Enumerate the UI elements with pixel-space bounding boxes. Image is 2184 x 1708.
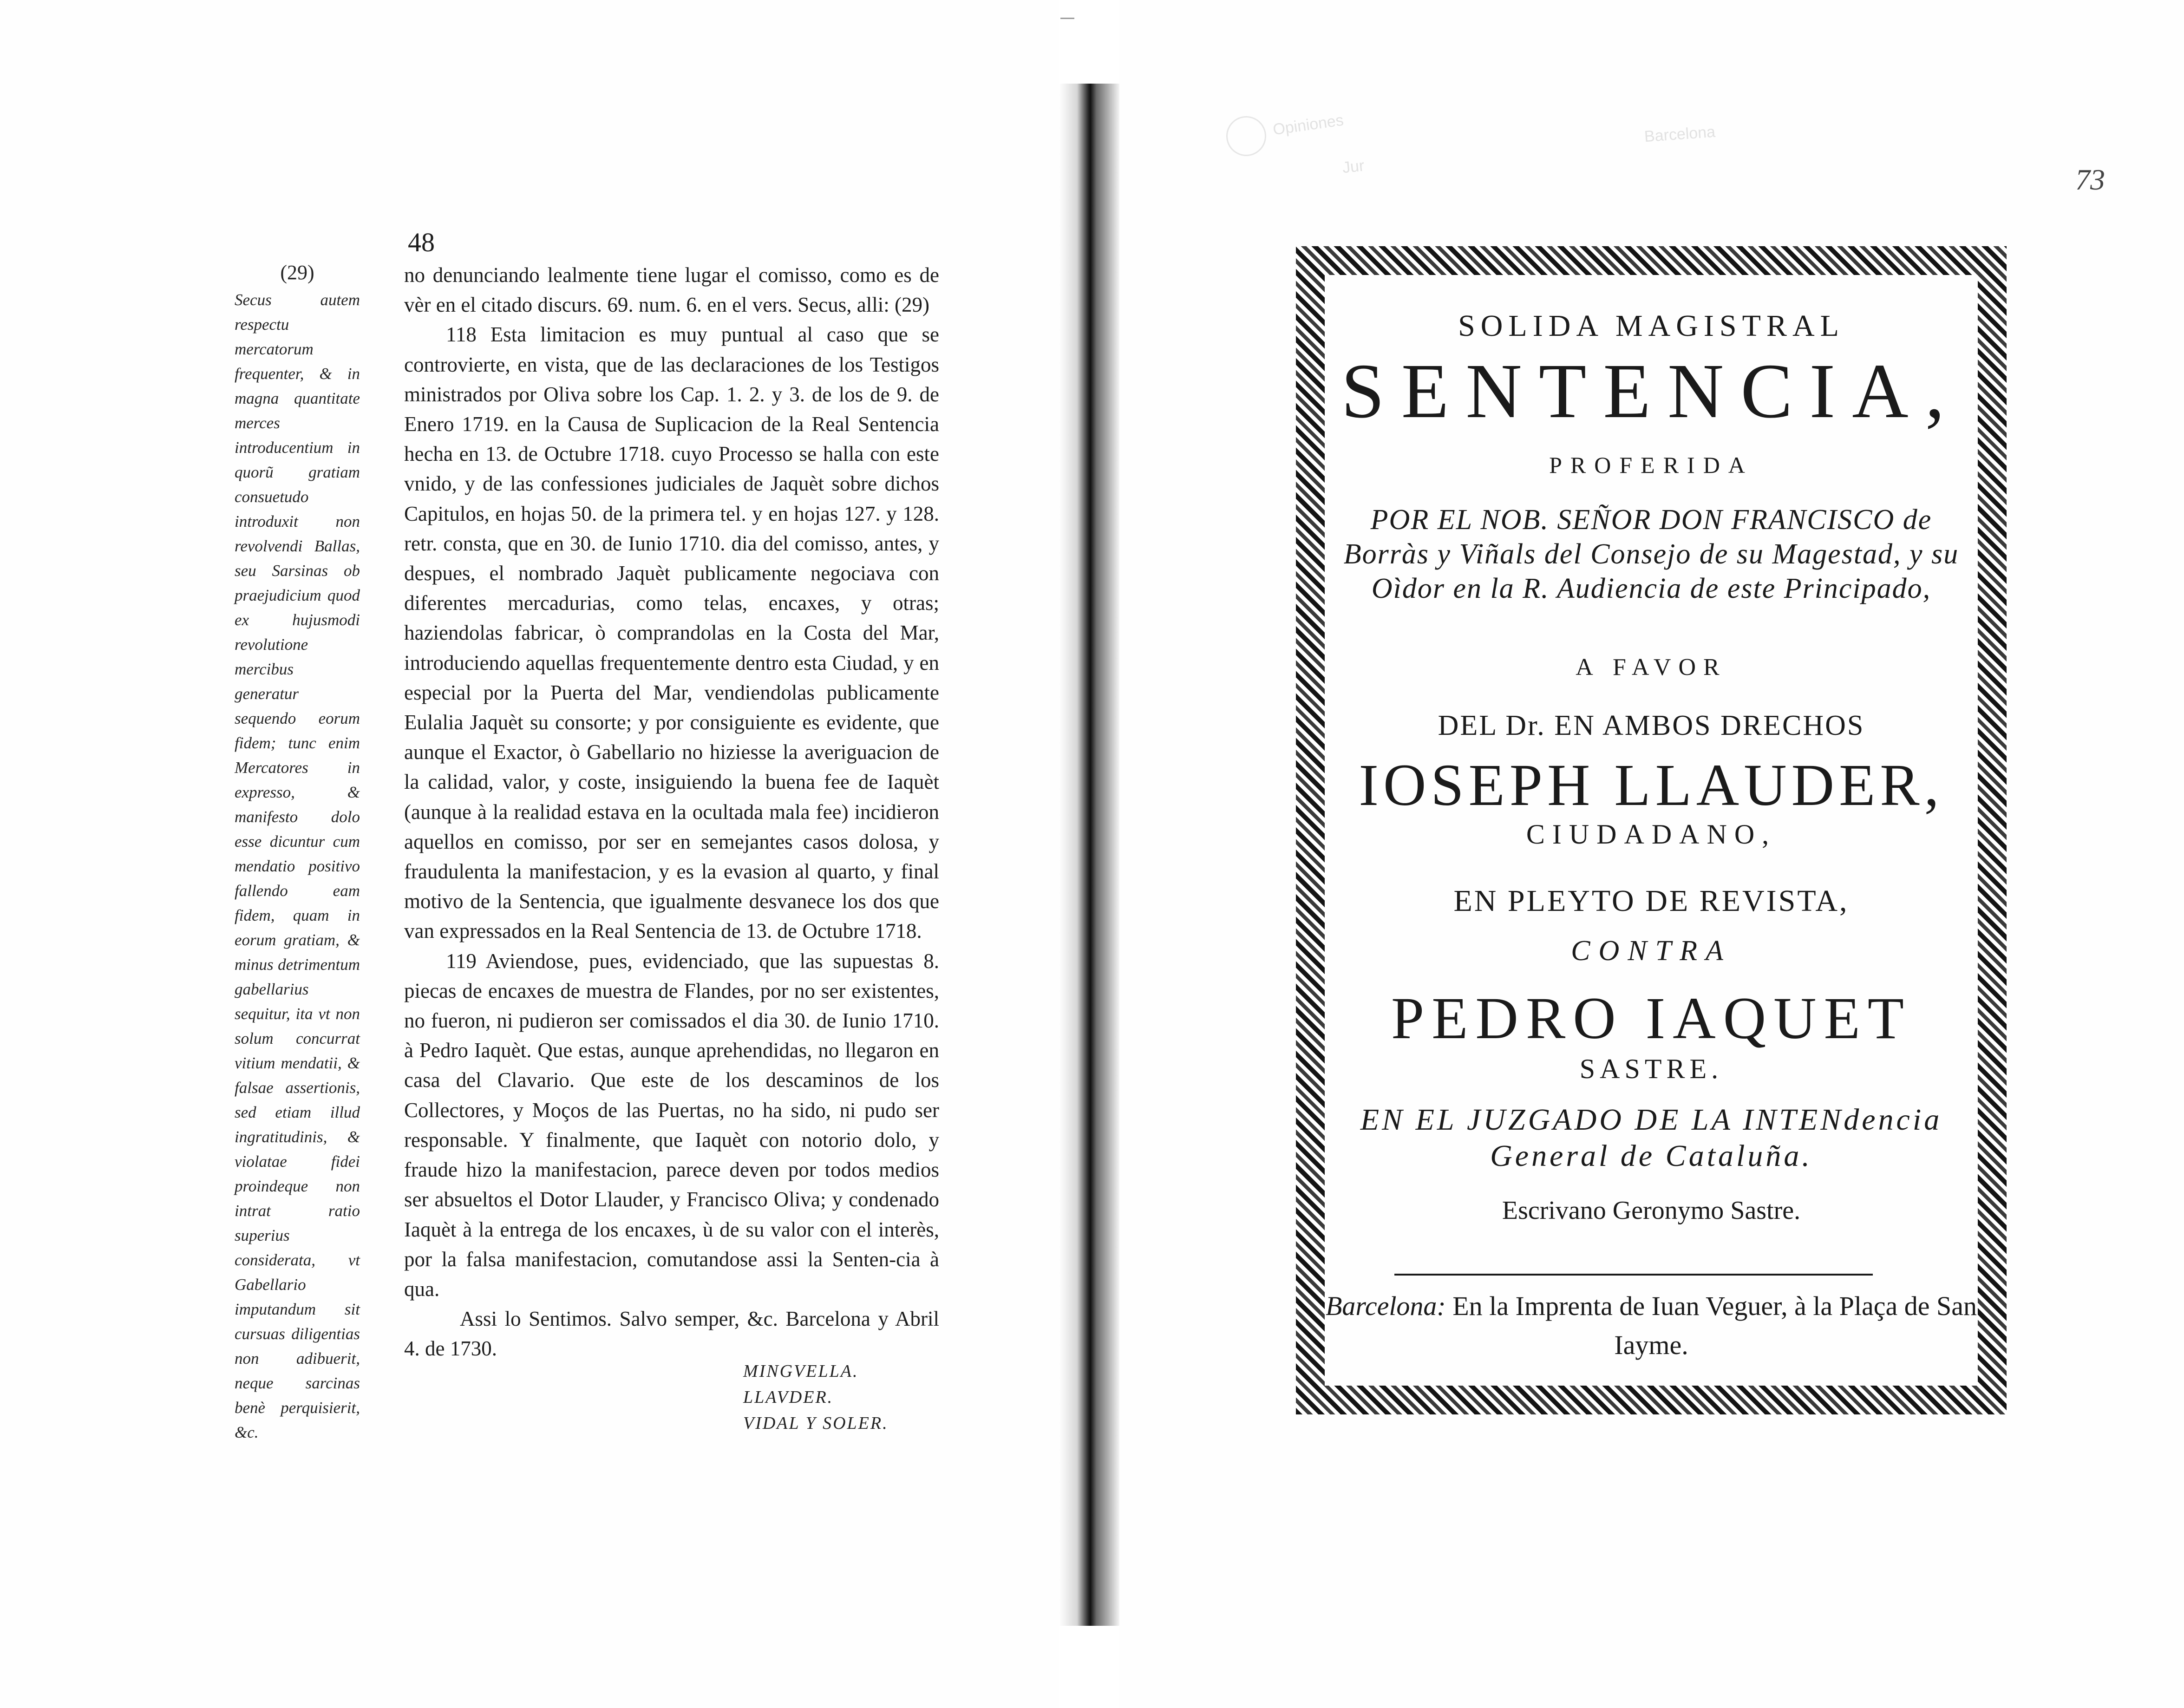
imprint (1325, 1287, 1978, 1365)
title-line-solida: SOLIDA MAGISTRAL (1458, 309, 1844, 343)
stamp-word-1: Opiniones (1272, 111, 1345, 139)
imprint-city: Barcelona: (1325, 1291, 1446, 1321)
title-line-doctor: DEL Dr. EN AMBOS DRECHOS (1438, 710, 1865, 741)
title-page-content (1325, 275, 1978, 1386)
title-line-sentencia: SENTENCIA, (1341, 348, 1962, 434)
paragraph-118: 118 Esta limitacion es muy puntual al caso que se controvierte, en vista, que de las declaraciones de los Testigos ministrados por Oliva sobre los Cap. 1. 2. y 3. de los de 9. de Enero 1719. en la Causa de Suplicacion de la Real Sentencia hecha en 13. de Octubre 1718. cuyo Processo se halla con este vnido, y de las confessiones judiciales de Jaquèt sobre dichos Capitulos, en hojas 50. de la primera tel. y en hojas 127. y 128. retr. consta, que en 30. de Iunio 1710. dia del comisso, antes, y despues, el nombrado Jaquèt publicamente negociava con diferentes mercadurias, como telas, encaxes, y otras; haziendolas fabricar, ò comprandolas en la Costa del Mar, introduciendo aquellas frequentemente dentro esta Ciudad, y en especial por la Puerta del Mar, vendiendolas publicamente Eulalia Jaquèt su consorte; y por consiguiente es evidente, que aunque el Exactor, ò Gabellario no hiziesse la averiguacion de la calidad, valor, y coste, insiguiendo la buena fee de Iaquèt (aunque à la realidad estava en la ocultada mala fee) incidieron aquellos en comisso, por ser en semejantes casos dolosa, y fraudulenta la manifestacion, y es la evasion al quarto, y final motivo de la Sentencia, que igualmente desvanece los dos que van expressados en la Real Sentencia de 13. de Octubre 1718. (404, 323, 939, 943)
margin-note-text: Secus autem respectu mercatorum frequenter, & in magna quantitate merces introducentium in quorũ gratiam consuetudo introduxit non revolvendi Ballas, seu Sarsinas ob praejudicium quod ex hujusmodi revolutione mercibus generatur sequendo eorum fidem; tunc enim Mercatores in expresso, & manifesto dolo esse dicuntur cum mendatio positivo fallendo eam fidem, quam in eorum gratiam, & minus detrimentum gabellarius sequitur, ita vt non solum concurrat vitium mendatii, & falsae assertionis, sed etiam illud ingratitudinis, & violatae fidei proindeque non intrat ratio superius considerata, vt Gabellario imputandum sit cursuas diligentias non adibuerit, neque sarcinas benè perquisierit, &c. (235, 291, 360, 1441)
title-page-frame (1296, 246, 2007, 1414)
title-line-a-favor: A FAVOR (1576, 654, 1727, 681)
imprint-rule (1394, 1274, 1873, 1276)
title-line-pleyto: EN PLEYTO DE REVISTA, (1453, 884, 1849, 918)
body-text (404, 260, 939, 1364)
title-line-proferida: PROFERIDA (1549, 452, 1753, 478)
title-line-escrivano: Escrivano Geronymo Sastre. (1502, 1196, 1801, 1225)
title-line-contra: CONTRA (1571, 935, 1732, 967)
imprint-text: En la Imprenta de Iuan Veguer, à la Plaça de San Iayme. (1452, 1291, 1977, 1360)
stamp-word-2: Jur (1341, 157, 1366, 177)
signature-2: LLAVDER. (743, 1387, 834, 1407)
margin-note (235, 260, 360, 1445)
title-line-ciudadano: CIUDADANO, (1526, 819, 1777, 850)
title-line-judge: POR EL NOB. SEÑOR DON FRANCISCO de Borràs y Viñals del Consejo de su Magestad, y su Oìdor en la R. Audiencia de este Principado, (1343, 504, 1959, 604)
left-page (0, 0, 1059, 1708)
paragraph-continuation: no denunciando lealmente tiene lugar el comisso, como es de vèr en el citado discurs. 69. num. 6. en el vers. Secus, alli: (29) (404, 263, 939, 317)
signature-1: MINGVELLA. (743, 1361, 859, 1381)
title-line-llauder: IOSEPH LLAUDER, (1359, 752, 1944, 818)
title-line-sastre: SASTRE. (1579, 1054, 1723, 1084)
gutter-tick (1060, 18, 1074, 19)
title-line-iaquet: PEDRO IAQUET (1391, 985, 1911, 1051)
margin-note-number: (29) (280, 261, 314, 284)
library-stamp (1226, 107, 1716, 181)
stamp-word-3: Barcelona (1643, 123, 1716, 146)
signature-3: VIDAL Y SOLER. (743, 1414, 889, 1433)
title-line-juzgado: EN EL JUZGADO DE LA INTENdencia General de Cataluña. (1360, 1103, 1942, 1173)
book-gutter (1059, 84, 1119, 1626)
page-number: 48 (408, 227, 435, 257)
stamp-seal-icon (1226, 116, 1266, 156)
closing-formula: Assi lo Sentimos. Salvo semper, &c. Barcelona y Abril 4. de 1730. (404, 1307, 939, 1361)
folio-number: 73 (2075, 163, 2105, 196)
signatures (743, 1358, 938, 1436)
paragraph-119: 119 Aviendose, pues, evidenciado, que las supuestas 8. piecas de encaxes de muestra de Flandes, por no ser existentes, no fueron, ni pudieron ser comissados el dia 30. de Iunio 1710. à Pedro Iaquèt. Que estas, aunque aprehendidas, no llegaron en casa del Clavario. Que este de los descaminos de los Collectores, y Moços de las Puertas, no ha sido, ni pudo ser responsable. Y finalmente, que Iaquèt con notorio dolo, y fraude hizo la manifestacion, parece deven por todos medios ser absueltos el Dotor Llauder, y Francisco Oliva; y condenado Iaquèt à la entrega de los encaxes, ù de su valor con el interès, por la falsa manifestacion, comutandose assi la Senten-cia à qua. (404, 949, 939, 1301)
